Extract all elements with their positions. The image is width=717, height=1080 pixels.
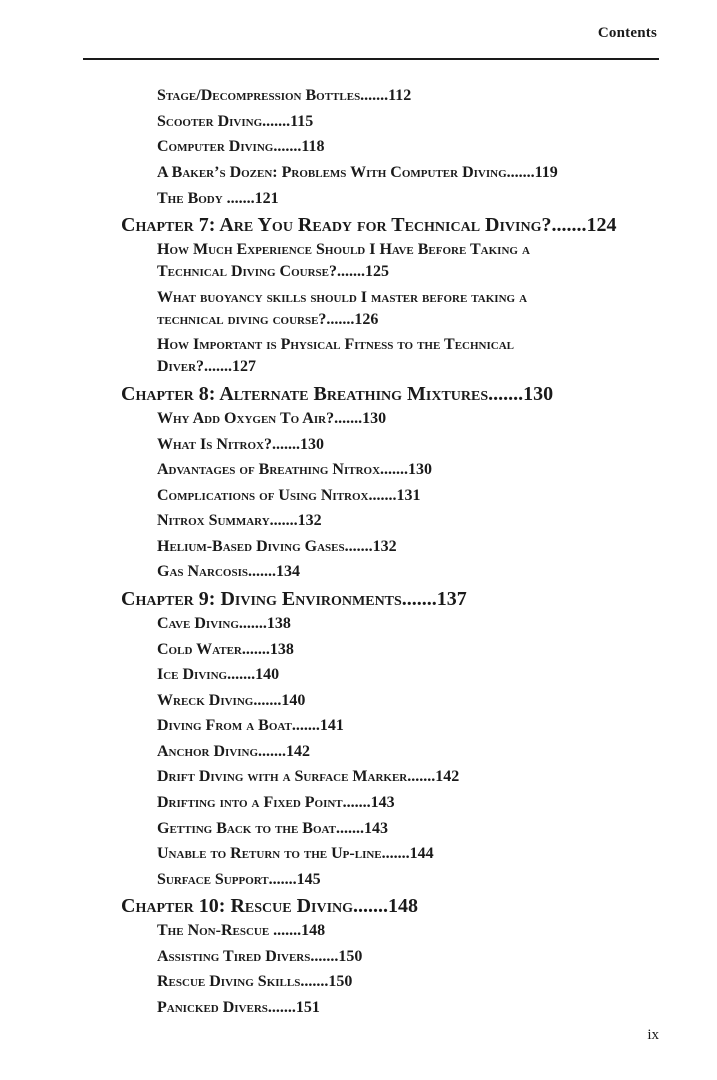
toc-entry: Computer Diving.......118 [157,138,325,155]
toc-entry: Diving From a Boat.......141 [157,717,344,734]
toc-entry: technical diving course?.......126 [157,311,379,328]
toc-entry: Helium-Based Diving Gases.......132 [157,538,397,555]
toc-entry: Panicked Divers.......151 [157,999,320,1016]
toc-entry: Assisting Tired Divers.......150 [157,948,363,965]
toc-entry: Rescue Diving Skills.......150 [157,973,353,990]
toc-entry: How Important is Physical Fitness to the Technical [157,336,514,353]
toc-entry: Stage/Decompression Bottles.......112 [157,87,412,104]
toc-entry: Cold Water.......138 [157,641,294,658]
page-number: ix [647,1027,659,1043]
toc-entry: Scooter Diving.......115 [157,113,314,130]
toc-entry: What Is Nitrox?.......130 [157,436,324,453]
toc-chapter-entry: Chapter 9: Diving Environments.......137 [121,588,467,610]
toc-entry: What buoyancy skills should I master before taking a [157,289,528,306]
toc-entry: Diver?.......127 [157,358,257,375]
running-header-title: Contents [597,25,657,41]
toc-entry: Getting Back to the Boat.......143 [157,820,388,837]
toc-entry: Why Add Oxygen To Air?.......130 [157,410,387,427]
toc-chapter-entry: Chapter 10: Rescue Diving.......148 [121,895,419,917]
toc-entry: Complications of Using Nitrox.......131 [157,487,421,504]
toc-entry: Drift Diving with a Surface Marker.......142 [157,768,460,785]
toc-entry: The Body .......121 [157,190,279,207]
toc-entry: Gas Narcosis.......134 [157,563,300,580]
toc-entry: Drifting into a Fixed Point.......143 [157,794,395,811]
toc-entry: Anchor Diving.......142 [157,743,311,760]
toc-entry: Technical Diving Course?.......125 [157,263,389,280]
toc-entry: Advantages of Breathing Nitrox.......130 [157,461,433,478]
toc-chapter-entry: Chapter 7: Are You Ready for Technical Diving?.......124 [121,214,617,236]
toc-entry: Nitrox Summary.......132 [157,512,322,529]
toc-chapter-entry: Chapter 8: Alternate Breathing Mixtures.......130 [121,383,554,405]
toc-entry: Unable to Return to the Up-line.......144 [157,845,434,862]
toc-entry: A Baker’s Dozen: Problems With Computer Diving.......119 [157,164,558,181]
toc-entry: The Non-Rescue .......148 [157,922,326,939]
toc-entry: Ice Diving.......140 [157,666,280,683]
toc-entry: Surface Support.......145 [157,871,321,888]
toc-entry: Wreck Diving.......140 [157,692,306,709]
toc-entry: Cave Diving.......138 [157,615,291,632]
toc-entry: How Much Experience Should I Have Before Taking a [157,241,530,258]
